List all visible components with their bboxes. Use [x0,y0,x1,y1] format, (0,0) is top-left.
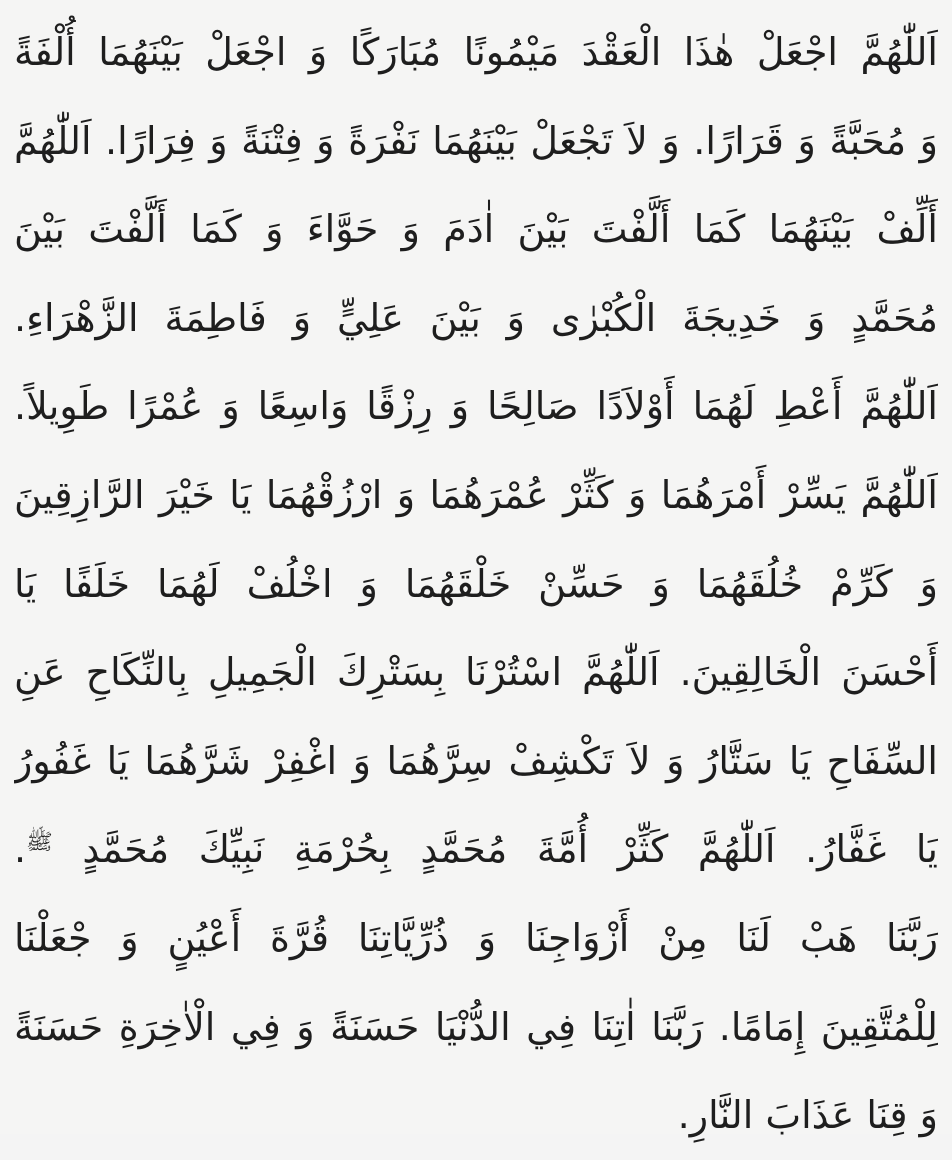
text-line-6: اَللّٰهُمَّ يَسِّرْ أَمْرَهُمَا وَ كَثِّرْ عُمْرَهُمَا وَ ارْزُقْهُمَا يَا خَيْرَ الرَّازِقِينَ [14,472,938,517]
text-line-3: أَلِّفْ بَيْنَهُمَا كَمَا أَلَّفْتَ بَيْنَ اٰدَمَ وَ حَوَّاءَ وَ كَمَا أَلَّفْتَ بَيْنَ [14,207,938,252]
text-line-2: وَ مُحَبَّةً وَ قَرَارًا. وَ لاَ تَجْعَلْ بَيْنَهُمَا نَفْرَةً وَ فِتْنَةً وَ فِرَارًا. اَللّٰهُمَّ [14,118,938,163]
text-line-5: اَللّٰهُمَّ أَعْطِ لَهُمَا أَوْلاَدًا صَالِحًا وَ رِزْقًا وَاسِعًا وَ عُمْرًا طَوِيلاً. [14,384,938,429]
text-line-10-end: . [14,827,27,872]
text-line-11: رَبَّنَا هَبْ لَنَا مِنْ أَزْوَاجِنَا وَ ذُرِّيَّاتِنَا قُرَّةَ أَعْيُنٍ وَ جْعَلْنَا [14,915,938,960]
text-line-1: اَللّٰهُمَّ اجْعَلْ هٰذَا الْعَقْدَ مَيْمُونًا مُبَارَكًا وَ اجْعَلْ بَيْنَهُمَا أُلْفَةً [14,30,938,74]
text-line-13: وَ قِنَا عَذَابَ النَّارِ. [677,1093,938,1138]
text-line-8: أَحْسَنَ الْخَالِقِينَ. اَللّٰهُمَّ اسْتُرْنَا بِسَتْرِكَ الْجَمِيلِ بِالنِّكَاحِ عَنِ [14,650,938,695]
text-line-7: وَ كَرِّمْ خُلُقَهُمَا وَ حَسِّنْ خَلْقَهُمَا وَ اخْلُفْ لَهُمَا خَلَفًا يَا [14,561,938,606]
arabic-prayer-text [14,8,938,1160]
text-line-9: السِّفَاحِ يَا سَتَّارُ وَ لاَ تَكْشِفْ سِرَّهُمَا وَ اغْفِرْ شَرَّهُمَا يَا غَفُورُ [14,738,938,783]
text-line-12: لِلْمُتَّقِينَ إِمَامًا. رَبَّنَا اٰتِنَا فِي الدُّنْيَا حَسَنَةً وَ فِي الْاٰخِرَةِ حَسَنَةً [14,1004,938,1049]
text-line-4: مُحَمَّدٍ وَ خَدِيجَةَ الْكُبْرٰى وَ بَيْنَ عَلِيٍّ وَ فَاطِمَةَ الزَّهْرَاءِ. [14,295,938,340]
text-line-10 [14,805,938,894]
salawat-seal-icon: ﷺ [26,829,53,855]
text-line-10-body: يَا غَفَّارُ. اَللّٰهُمَّ كَثِّرْ أُمَّةَ مُحَمَّدٍ بِحُرْمَةِ نَبِيِّكَ مُحَمَّدٍ [82,827,938,872]
